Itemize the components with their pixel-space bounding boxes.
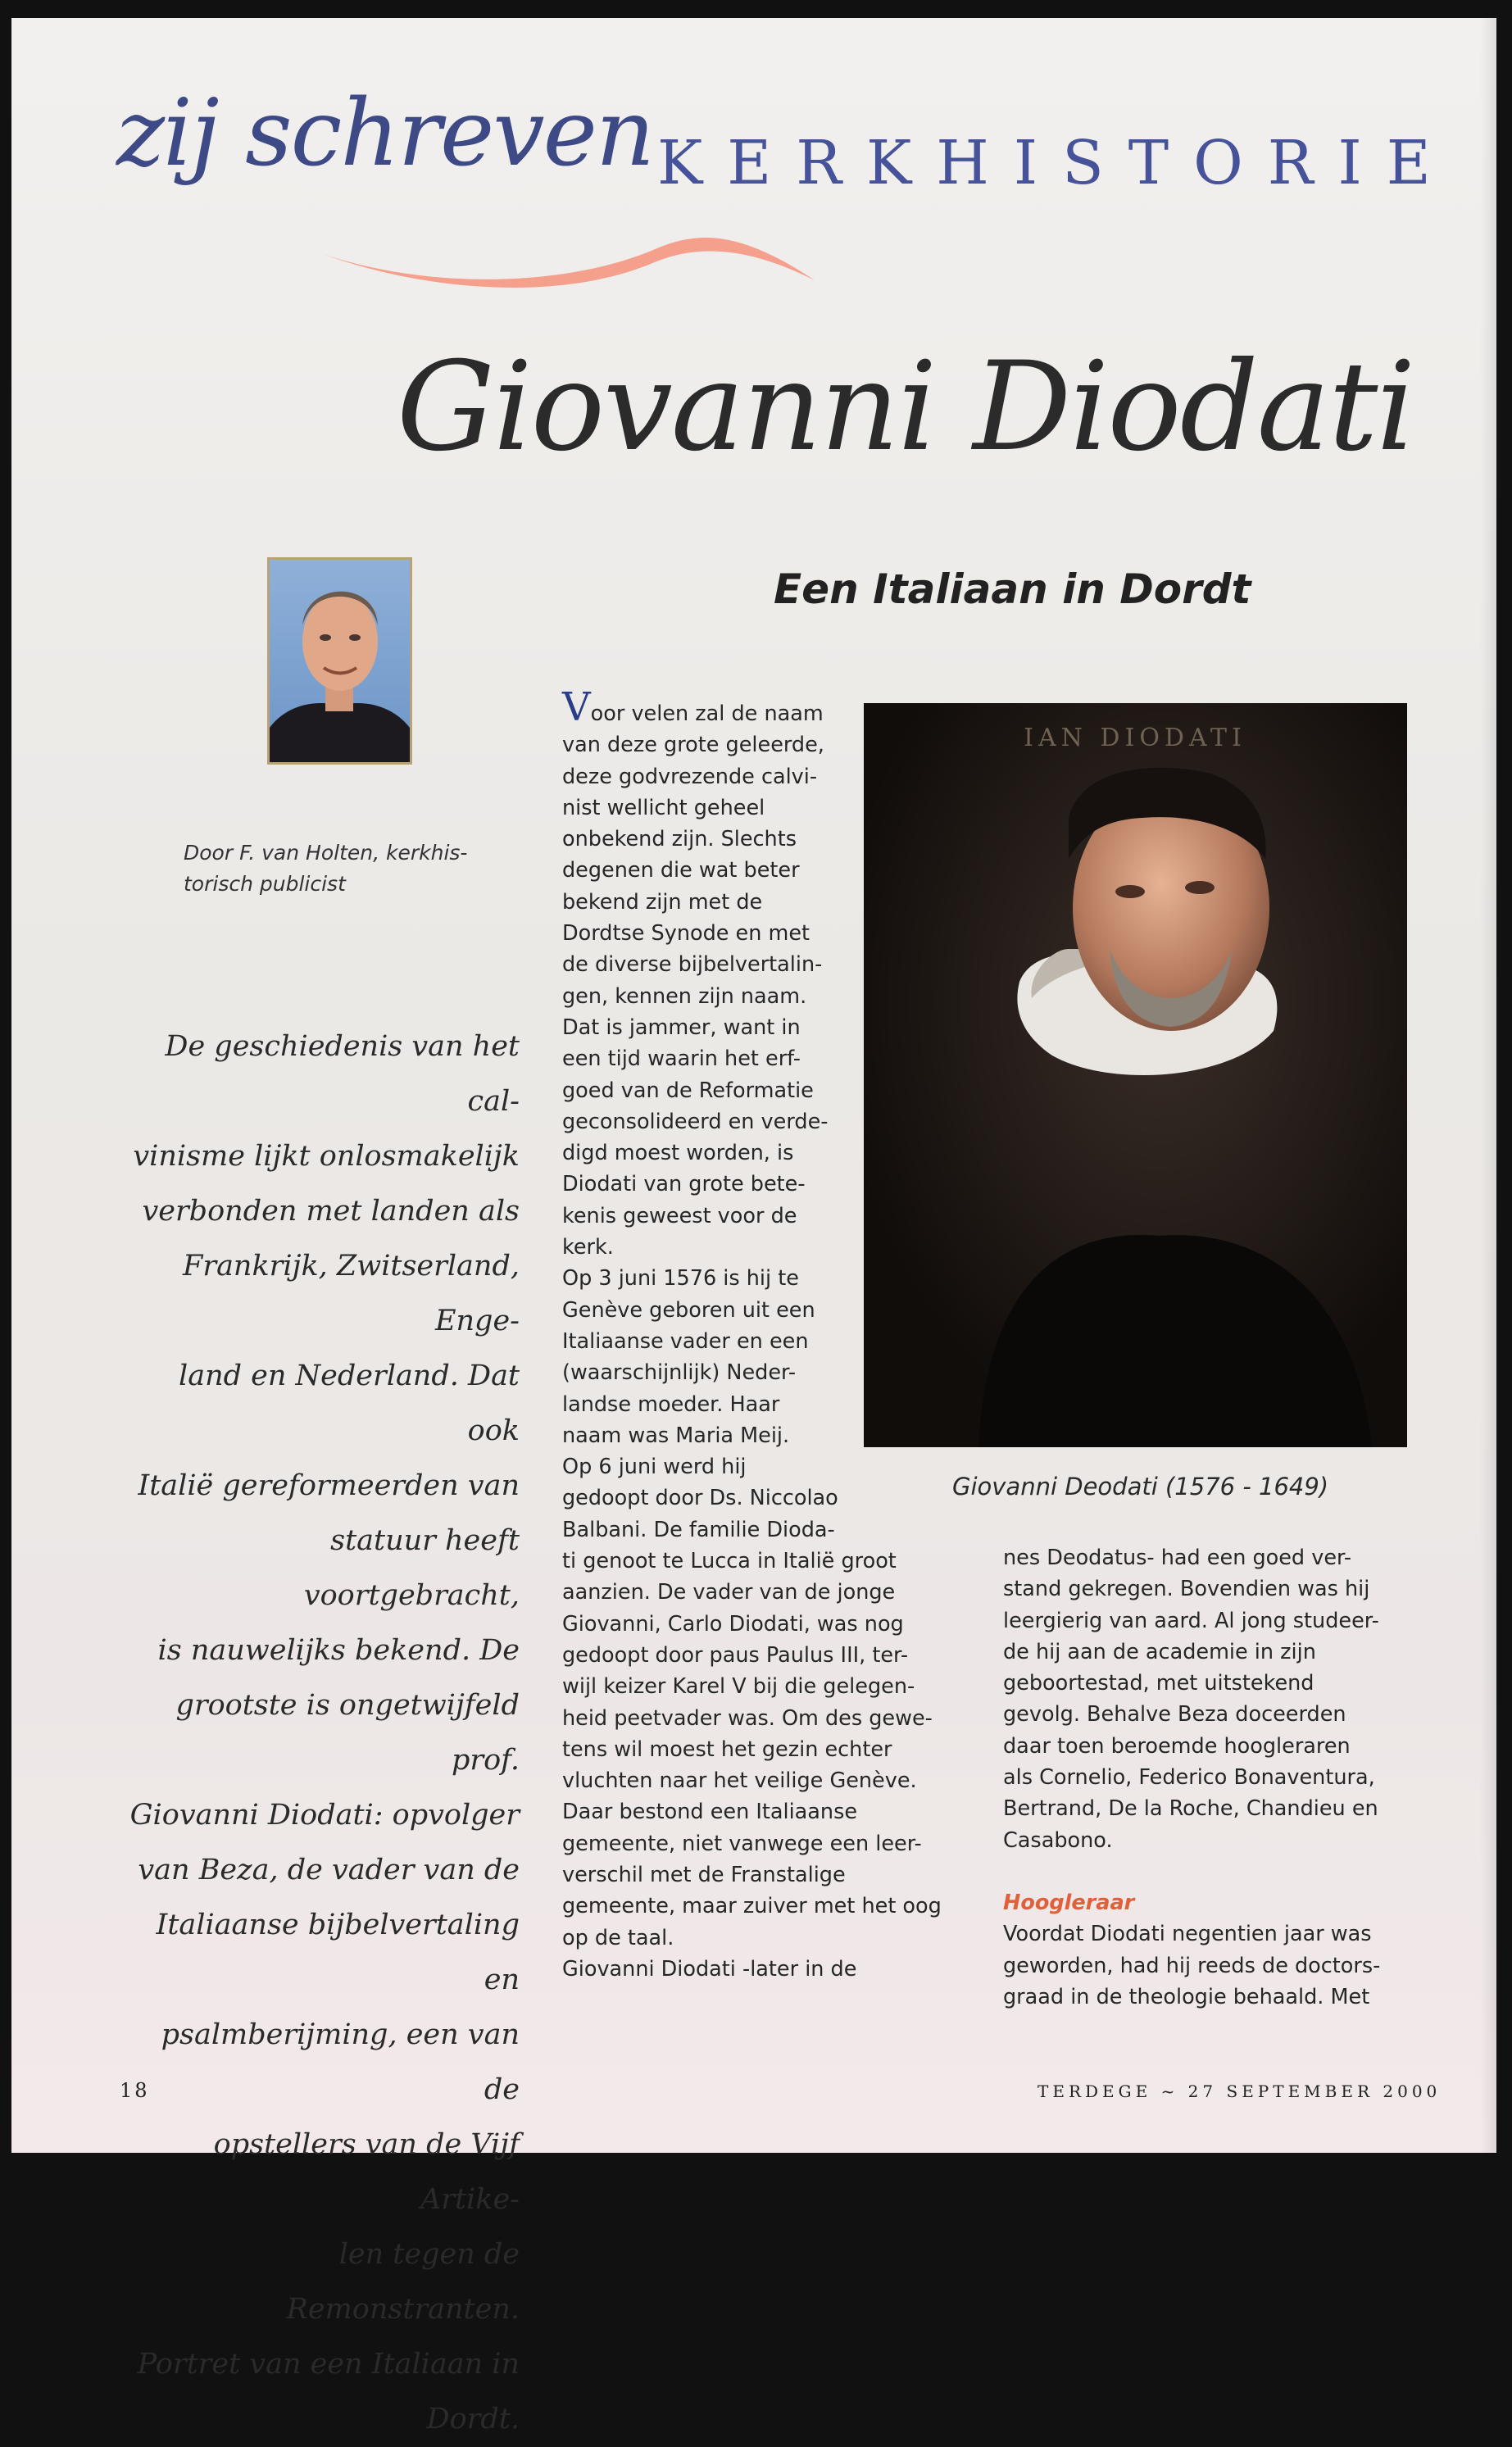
section-title: KERKHISTORIE: [657, 128, 1455, 198]
author-byline: Door F. van Holten, kerkhis-torisch publicist: [184, 841, 468, 896]
portrait-inscription: IAN DIODATI: [1024, 724, 1246, 752]
intro-line: grootste is ongetwijfeld prof.: [175, 1689, 520, 1777]
intro-line: Portret van een Italiaan in: [137, 2348, 520, 2381]
body-line: heid peetvader was. Om des gewe-: [562, 1705, 933, 1731]
page-number: 18: [120, 2079, 150, 2102]
body-column-2: [1003, 1542, 1429, 2013]
intro-line: land en Nederland. Dat ook: [179, 1360, 520, 1447]
body-line: bekend zijn met de: [562, 889, 763, 915]
intro-line: Italiaanse bijbelvertaling en: [156, 1909, 520, 1996]
body-line: degenen die wat beter: [562, 858, 800, 883]
body-line: goed van de Reformatie: [562, 1078, 814, 1103]
article-intro: [126, 1019, 520, 2447]
body-line: Op 6 juni werd hij: [562, 1455, 747, 1480]
body-line: onbekend zijn. Slechts: [562, 827, 797, 852]
page-edge-shadow: [1480, 18, 1496, 2153]
body-line: naam was Maria Meij.: [562, 1423, 790, 1448]
body-line: leergierig van aard. Al jong studeer-: [1003, 1608, 1379, 1633]
intro-line: Frankrijk, Zwitserland, Enge-: [183, 1250, 520, 1337]
body-line: graad in de theologie behaald. Met: [1003, 1984, 1370, 2009]
body-line: Bertrand, De la Roche, Chandieu en: [1003, 1796, 1378, 1822]
publication-footer: TERDEGE ~ 27 SEPTEMBER 2000: [1038, 2082, 1442, 2101]
body-line: Balbani. De familie Dioda-: [562, 1517, 835, 1542]
spacer: [1003, 1856, 1429, 1887]
intro-line: is nauwelijks bekend. De: [157, 1634, 520, 1667]
intro-line: Giovanni Diodati: opvolger: [129, 1799, 520, 1832]
body-line: tens wil moest het gezin echter: [562, 1737, 892, 1762]
intro-line: verbonden met landen als: [142, 1195, 520, 1228]
body-line: Giovanni, Carlo Diodati, was nog: [562, 1611, 904, 1637]
intro-line: Italië gereformeerden van: [138, 1469, 520, 1502]
body-line: Voordat Diodati negentien jaar was: [1003, 1922, 1372, 1947]
intro-line: De geschiedenis van het cal-: [165, 1030, 520, 1118]
body-line: gemeente, maar zuiver met het oog: [562, 1894, 942, 1919]
intro-line: opstellers van de Vijf Artike-: [213, 2128, 520, 2216]
body-line: Diodati van grote bete-: [562, 1172, 806, 1197]
body-line: stand gekregen. Bovendien was hij: [1003, 1577, 1370, 1602]
body-line: Op 3 juni 1576 is hij te: [562, 1266, 799, 1292]
body-line: kerk.: [562, 1235, 614, 1260]
body-line: nist wellicht geheel: [562, 795, 765, 820]
body-line: gen, kennen zijn naam.: [562, 983, 807, 1009]
body-line: oor velen zal de naam: [590, 701, 824, 726]
body-line: Daar bestond een Italiaanse: [562, 1800, 858, 1825]
body-line: op de taal.: [562, 1925, 674, 1950]
intro-line: len tegen de Remonstranten.: [286, 2238, 520, 2326]
body-line: geworden, had hij reeds de doctors-: [1003, 1953, 1381, 1978]
body-line: gemeente, niet vanwege een leer-: [562, 1831, 922, 1856]
intro-line: van Beza, de vader van de: [138, 1854, 520, 1886]
body-line: vluchten naar het veilige Genève.: [562, 1768, 917, 1794]
portrait-painting: [864, 703, 1407, 1447]
body-line: Italiaanse vader en een: [562, 1328, 809, 1354]
intro-line: Dordt.: [426, 2403, 520, 2436]
series-logo-script: zij schreven: [116, 80, 653, 187]
article-title: Giovanni Diodati: [397, 336, 1414, 479]
body-line: Dat is jammer, want in: [562, 1015, 801, 1040]
body-line: gevolg. Behalve Beza doceerden: [1003, 1702, 1346, 1727]
body-line: deze godvrezende calvi-: [562, 764, 818, 789]
body-line: de hij aan de academie in zijn: [1003, 1639, 1316, 1664]
body-line: van deze grote geleerde,: [562, 733, 824, 758]
decorative-swoosh: [315, 215, 823, 305]
body-line: Giovanni Diodati -later in de: [562, 1956, 857, 1982]
body-line: ti genoot te Lucca in Italië groot: [562, 1549, 897, 1574]
body-line: gedoopt door paus Paulus III, ter-: [562, 1642, 909, 1668]
body-line: nes Deodatus- had een goed ver-: [1003, 1546, 1352, 1570]
body-line: (waarschijnlijk) Neder-: [562, 1360, 797, 1386]
intro-line: psalmberijming, een van de: [161, 2018, 520, 2106]
body-line: Genève geboren uit een: [562, 1297, 815, 1323]
article-subtitle: Een Italiaan in Dordt: [774, 565, 1251, 613]
portrait-caption: Giovanni Deodati (1576 - 1649): [952, 1473, 1329, 1500]
body-line: als Cornelio, Federico Bonaventura,: [1003, 1765, 1375, 1791]
body-line: wijl keizer Karel V bij die gelegen-: [562, 1674, 915, 1700]
body-line: de diverse bijbelvertalin-: [562, 952, 823, 978]
intro-line: statuur heeft voortgebracht,: [303, 1524, 520, 1612]
magazine-page: [11, 18, 1496, 2436]
body-line: geconsolideerd en verde-: [562, 1109, 829, 1134]
body-line: gedoopt door Ds. Niccolao: [562, 1486, 838, 1511]
section-heading: Hoogleraar: [1003, 1890, 1135, 1915]
body-line: Casabono.: [1003, 1827, 1113, 1853]
body-line: een tijd waarin het erf-: [562, 1046, 801, 1072]
body-line: daar toen beroemde hoogleraren: [1003, 1733, 1351, 1759]
body-line: kenis geweest voor de: [562, 1203, 797, 1228]
author-photo: [267, 557, 412, 765]
body-line: geboortestad, met uitstekend: [1003, 1671, 1314, 1696]
body-line: digd moest worden, is: [562, 1141, 794, 1166]
intro-line: vinisme lijkt onlosmakelijk: [133, 1140, 520, 1173]
drop-cap: V: [562, 684, 591, 730]
body-line: landse moeder. Haar: [562, 1391, 780, 1417]
body-line: Dordtse Synode en met: [562, 921, 810, 947]
body-line: aanzien. De vader van de jonge: [562, 1580, 896, 1605]
body-line: verschil met de Franstalige: [562, 1862, 846, 1887]
